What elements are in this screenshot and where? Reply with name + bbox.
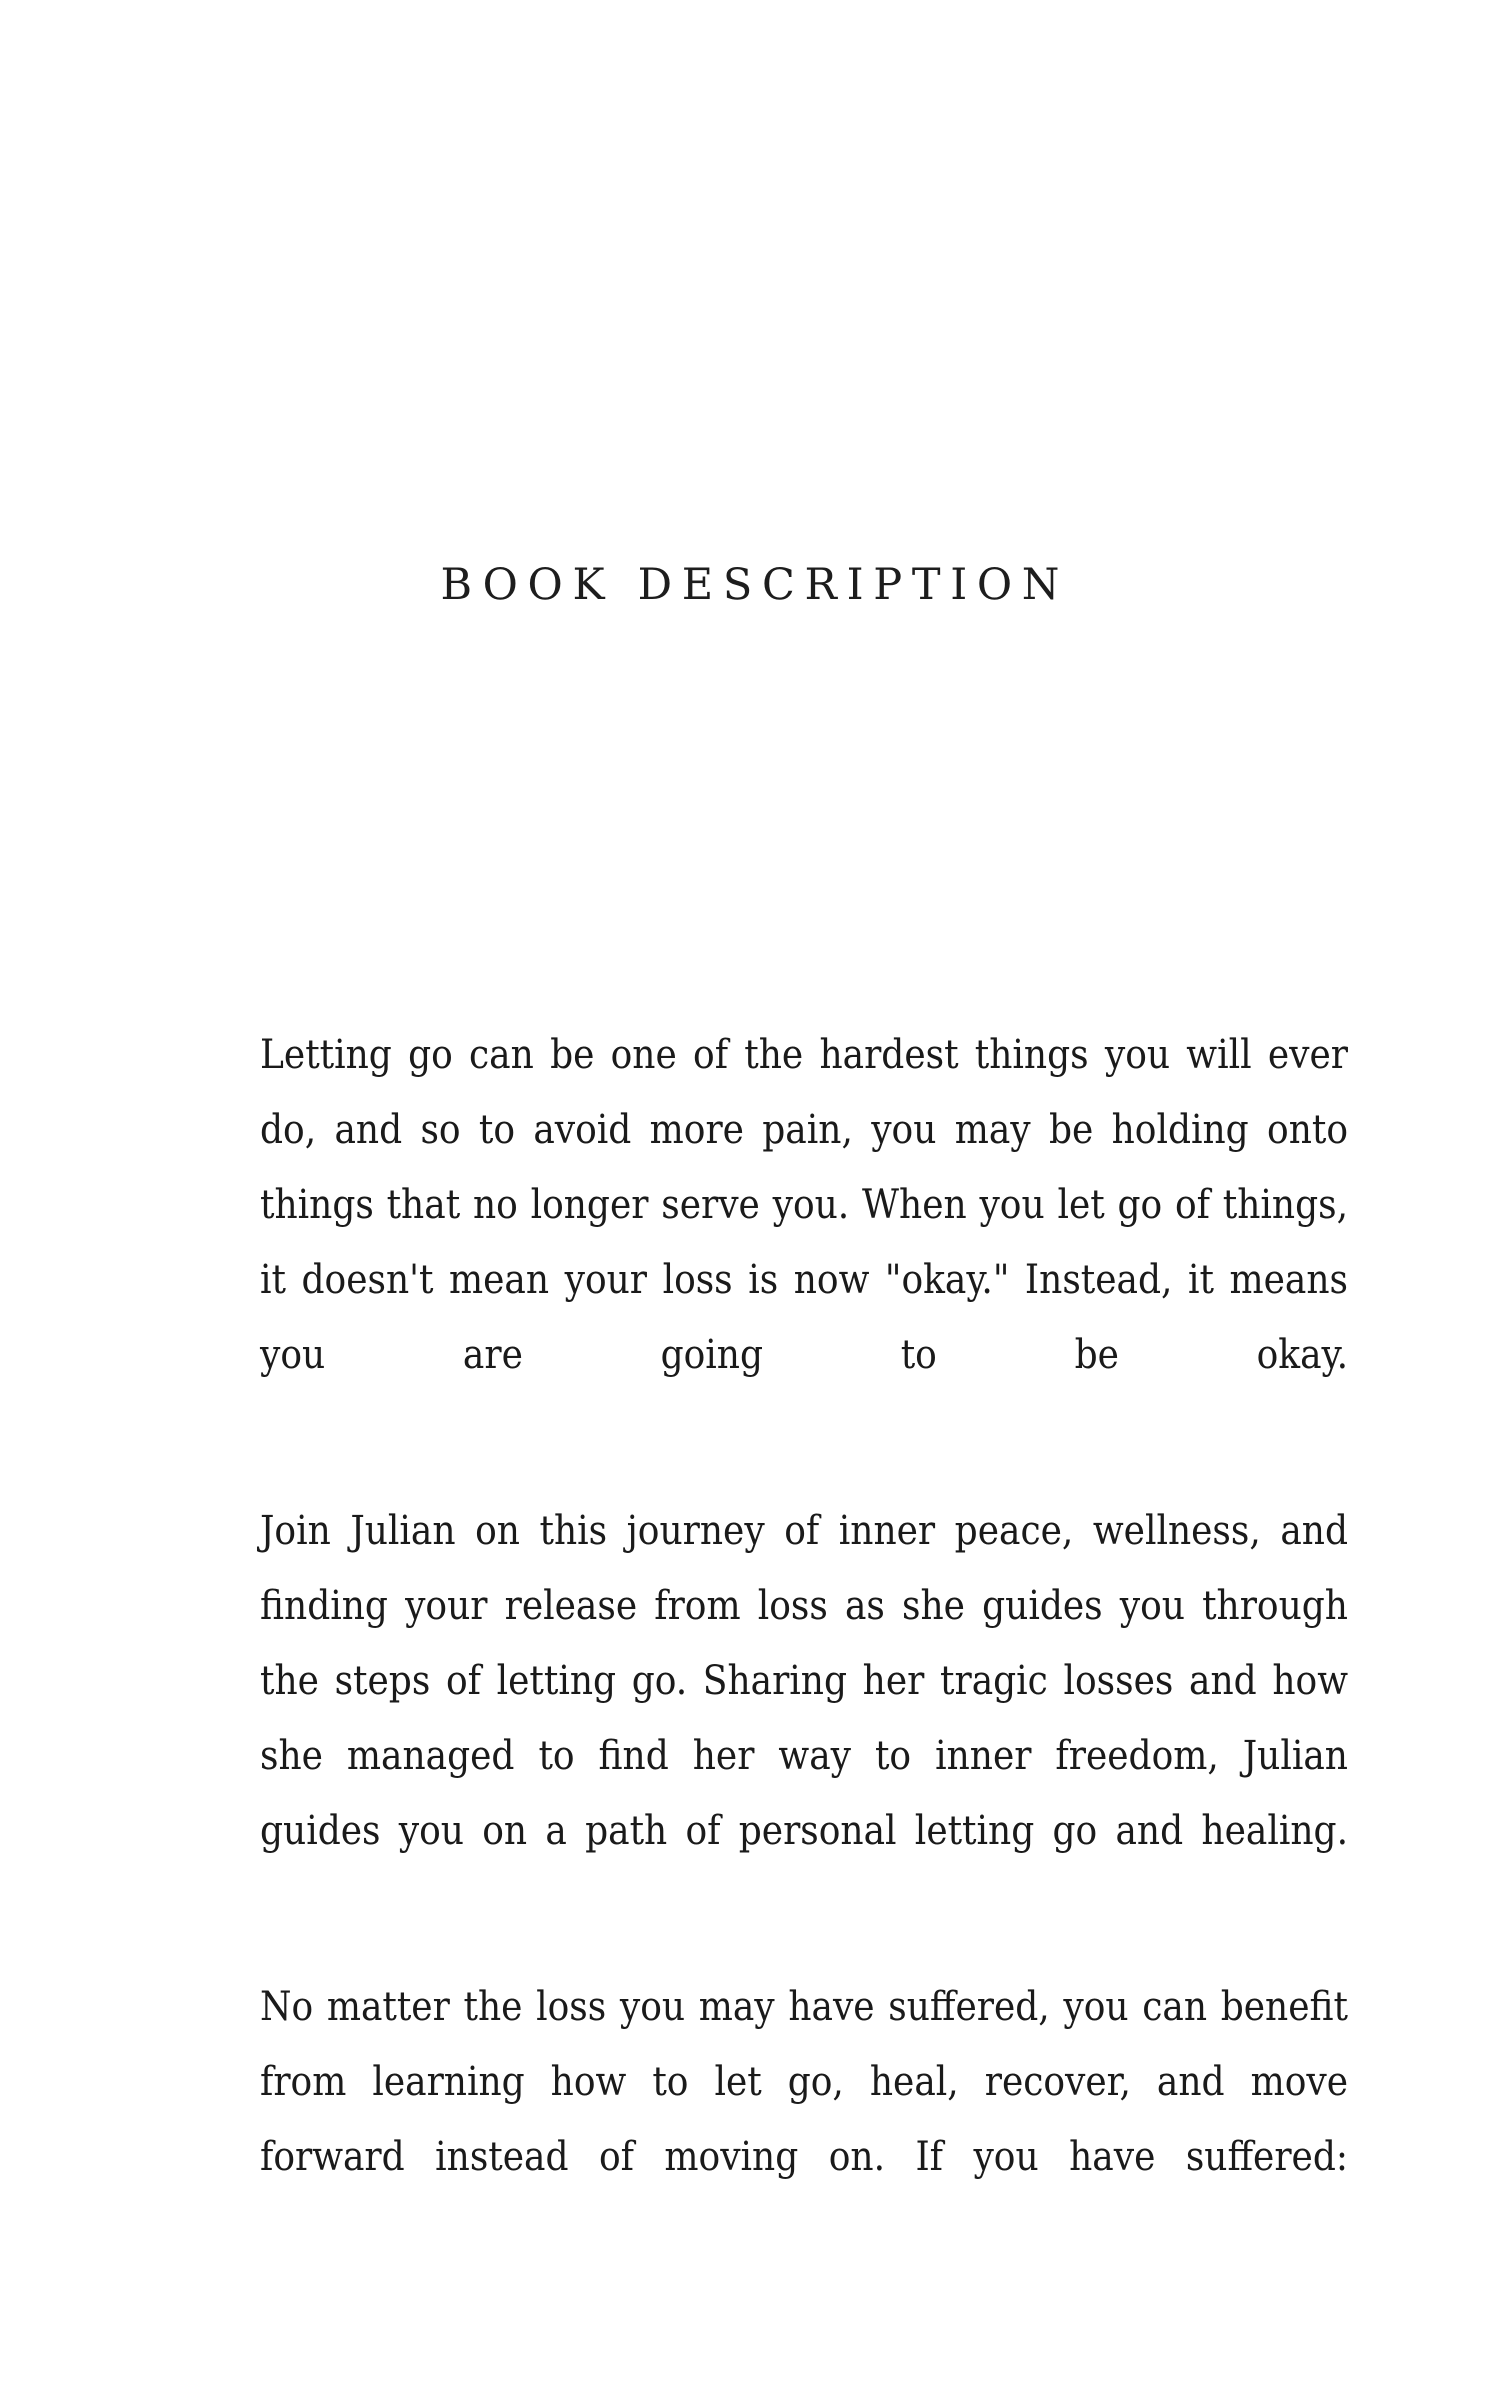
body-text-block <box>260 1018 1348 2270</box>
page-title: BOOK DESCRIPTION <box>440 559 1070 610</box>
body-paragraph: Join Julian on this journey of inner peace, wellness, and finding your release from loss as she guides you through the steps of letting go. Sharing her tragic losses and how she managed to find her way to inner freedom, Julian guides you on a path of personal letting go and healing. <box>260 1508 1348 1854</box>
body-paragraph: Letting go can be one of the hardest things you will ever do, and so to avoid more pain, you may be holding onto things that no longer serve you. When you let go of things, it doesn't mean your loss is now "okay." Instead, it means you are going to be okay. <box>260 1032 1348 1378</box>
body-paragraph: No matter the loss you may have suffered, you can benefit from learning how to let go, heal, recover, and move forward instead of moving on. If you have suffered: <box>260 1984 1348 2180</box>
